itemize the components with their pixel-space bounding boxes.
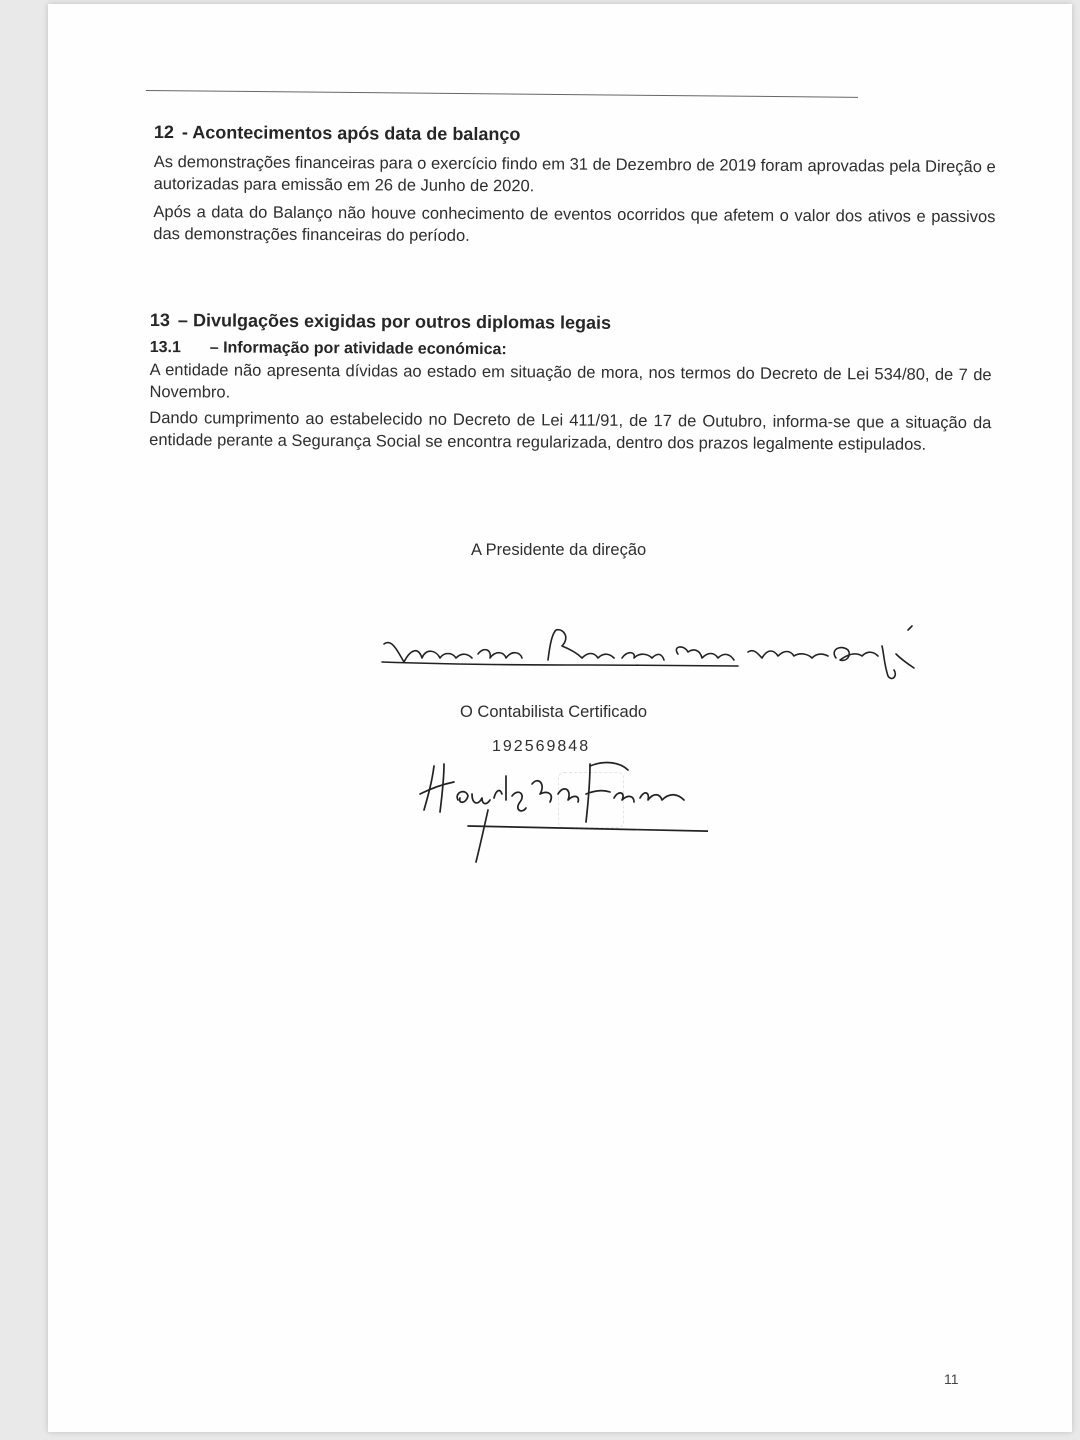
section-12-title: - Acontecimentos após data de balanço xyxy=(181,122,521,145)
section-12-heading xyxy=(154,122,996,148)
section-13 xyxy=(149,310,992,456)
section-12 xyxy=(153,122,996,250)
accountant-signature xyxy=(408,754,708,864)
section-13-1-heading xyxy=(150,339,992,362)
document-page xyxy=(48,4,1072,1432)
section-13-1-title: – Informação por atividade económica: xyxy=(209,339,507,359)
accountant-certificate-number: 192569848 xyxy=(492,738,591,755)
section-12-paragraph-2: Após a data do Balanço não houve conhecimento de eventos ocorridos que afetem o valor dos ativos e passivos das demonstrações financeiras do período. xyxy=(153,202,996,245)
section-13-paragraph-2: Dando cumprimento ao estabelecido no Decreto de Lei 411/91, de 17 de Outubro, informa-se que a situação da entidade perante a Segurança Social se encontra regularizada, dentro dos prazos legalmente estipulados. xyxy=(149,408,992,454)
president-signature xyxy=(378,624,938,704)
top-divider xyxy=(146,90,858,98)
section-13-title: – Divulgações exigidas por outros diplomas legais xyxy=(177,310,612,333)
section-12-number: 12 xyxy=(153,122,175,143)
page-number: 11 xyxy=(944,1371,959,1387)
accountant-label: O Contabilista Certificado xyxy=(460,703,648,721)
section-12-paragraph-1: As demonstrações financeiras para o exercício findo em 31 de Dezembro de 2019 foram aprovadas pela Direção e autorizadas para emissão em 26 de Junho de 2020. xyxy=(153,152,996,196)
section-13-paragraph-1: A entidade não apresenta dívidas ao estado em situação de mora, nos termos do Decreto de Lei 534/80, de 7 de Novembro. xyxy=(149,360,992,402)
section-13-1-number: 13.1 xyxy=(149,338,181,357)
section-13-heading xyxy=(150,310,992,336)
section-13-number: 13 xyxy=(149,310,171,331)
president-label: A Presidente da direção xyxy=(471,541,647,559)
